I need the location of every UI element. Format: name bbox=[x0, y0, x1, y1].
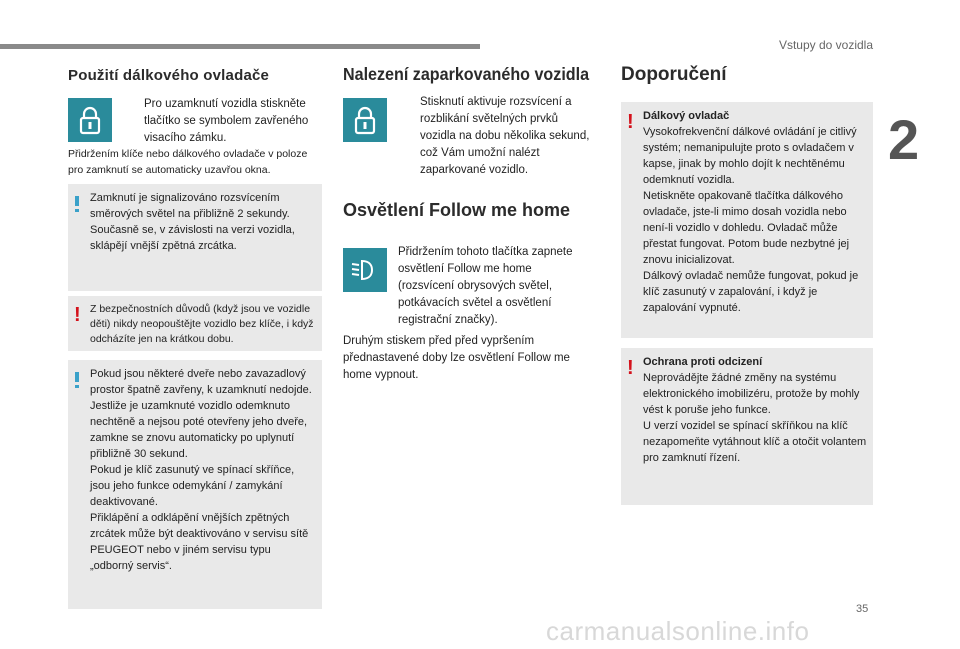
follow-me-home-off-paragraph: Druhým stiskem před před vypršením přednastavené doby lze osvětlení Follow me home vypnout. bbox=[343, 335, 570, 381]
info-icon bbox=[75, 372, 79, 396]
follow-me-home-text: Přidržením tohoto tlačítka zapnete osvětlení Follow me home (rozsvícení obrysových světel, potkávacích světel a osvětlení registrační značky). bbox=[398, 246, 573, 326]
heading-recommendations: Doporučení bbox=[621, 64, 727, 85]
locate-button-icon bbox=[343, 98, 387, 142]
warning-icon: ! bbox=[627, 357, 634, 379]
warning-note-children bbox=[68, 296, 322, 351]
top-rule bbox=[0, 44, 480, 49]
warning-title: Ochrana proti odcizení bbox=[643, 356, 763, 368]
heading-remote-use: Použití dálkového ovladače bbox=[68, 67, 270, 84]
warning-note-text: Z bezpečnostních důvodů (když jsou ve vozidle děti) nikdy neopouštějte vozidlo bez klíče, i když odcházíte jen na krátkou dobu. bbox=[90, 303, 314, 345]
warning-line: Netiskněte opakovaně tlačítka dálkového ovladače, jste-li mimo dosah vozidla nebo není-li vozidlo v dohledu. Ovladač může přestat fungovat. Potom bude nezbytné jej znovu inicializovat. bbox=[643, 190, 850, 266]
info-line: Pokud je klíč zasunutý ve spínací skříňce, jsou jeho funkce odemykání / zamykání deaktivované. bbox=[90, 464, 295, 508]
watermark: carmanualsonline.info bbox=[546, 616, 810, 646]
warning-note-remote bbox=[621, 102, 873, 338]
heading-locate-vehicle: Nalezení zaparkovaného vozidla bbox=[343, 64, 590, 84]
warning-icon: ! bbox=[74, 304, 81, 326]
info-note-text: Zamknutí je signalizováno rozsvícením směrových světel na přibližně 2 sekundy. Současně se, v závislosti na verzi vozidla, sklápějí vnější zpětná zrcátka. bbox=[90, 192, 295, 252]
info-note-doors bbox=[68, 360, 322, 609]
padlock-closed-icon bbox=[79, 105, 101, 135]
info-line: Pokud jsou některé dveře nebo zavazadlový prostor špatně zavřeny, k uzamknutí nedojde. bbox=[90, 368, 312, 396]
info-note-lock-signal bbox=[68, 184, 322, 291]
warning-line: Dálkový ovladač nemůže fungovat, pokud je klíč zasunutý v zapalování, i když je zapalování vypnuté. bbox=[643, 270, 859, 314]
headlamp-button-icon bbox=[343, 248, 387, 292]
lock-instruction-text: Pro uzamknutí vozidla stiskněte tlačítko se symbolem zavřeného visacího zámku. bbox=[144, 98, 309, 144]
info-line: Jestliže je uzamknuté vozidlo odemknuto nechtěně a nejsou poté otevřeny jeho dveře, zamkne se znovu automaticky po uplynutí přibližně 30 sekund. bbox=[90, 400, 308, 460]
lock-instruction bbox=[144, 96, 322, 147]
chapter-number: 2 bbox=[888, 108, 920, 171]
warning-note-theft bbox=[621, 348, 873, 505]
warning-line: U verzí vozidel se spínací skříňkou na klíč nezapomeňte vytáhnout klíč a otočit volantem pro zamknutí řízení. bbox=[643, 420, 867, 464]
heading-follow-me-home: Osvětlení Follow me home bbox=[343, 200, 571, 220]
low-beam-headlamp-icon bbox=[350, 258, 380, 282]
locate-instruction bbox=[420, 94, 592, 179]
warning-line: Neprovádějte žádné změny na systému elektronického imobilizéru, protože by mohly vést k poruše jeho funkce. bbox=[643, 372, 860, 416]
windows-close-paragraph: Přidržením klíče nebo dálkového ovladače v poloze pro zamknutí se automaticky uzavřou okna. bbox=[68, 148, 308, 176]
page-number: 35 bbox=[856, 603, 869, 615]
locate-instruction-text: Stisknutí aktivuje rozsvícení a rozblikání světelných prvků vozidla na dobu několika sekund, což Vám umožní nalézt zaparkované vozidlo. bbox=[420, 96, 590, 176]
info-line: Přiklápění a odklápění vnějších zpětných zrcátek může být deaktivováno v servisu sítě PEUGEOT nebo v jiném servisu typu „odborný servis“. bbox=[90, 512, 309, 572]
warning-icon: ! bbox=[627, 111, 634, 133]
warning-title: Dálkový ovladač bbox=[643, 110, 730, 122]
section-label: Vstupy do vozidla bbox=[778, 38, 873, 52]
lock-button-icon bbox=[68, 98, 112, 142]
warning-line: Vysokofrekvenční dálkové ovládání je citlivý systém; nemanipulujte proto s ovladačem v kapse, jinak by mohlo dojít k nechtěnému odemknutí vozidla. bbox=[643, 126, 857, 186]
padlock-open-icon bbox=[354, 105, 376, 135]
info-icon bbox=[75, 196, 79, 220]
